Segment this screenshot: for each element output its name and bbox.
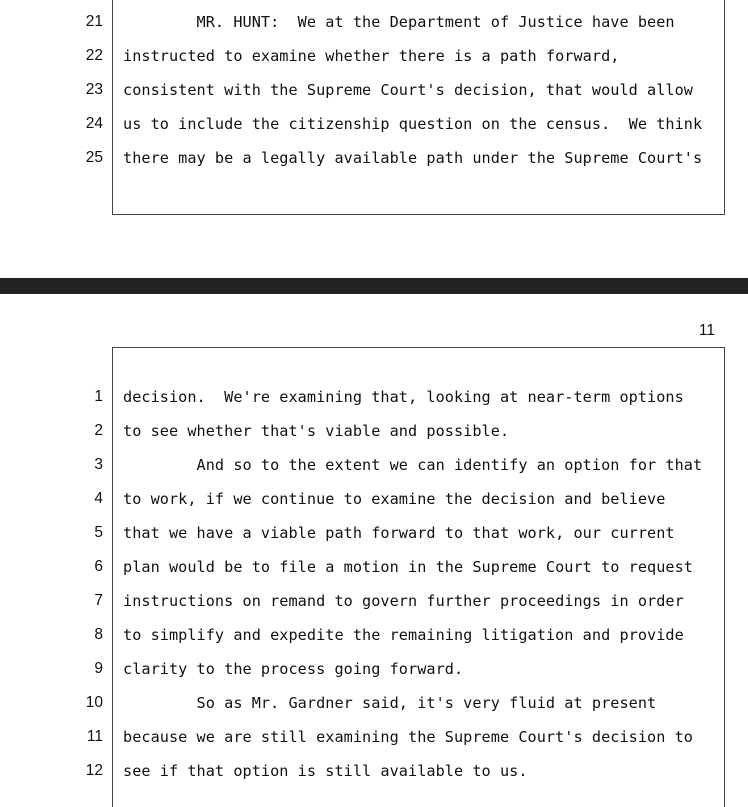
page-divider (0, 278, 748, 294)
transcript-line: to see whether that's viable and possible. (123, 422, 510, 440)
transcript-line: MR. HUNT: We at the Department of Justice have been (123, 13, 675, 31)
line-number: 11 (86, 728, 103, 745)
line-number: 8 (94, 626, 103, 643)
transcript-line: instructed to examine whether there is a path forward, (123, 47, 620, 65)
transcript-line: us to include the citizenship question on the census. We think (123, 115, 703, 133)
transcript-line: decision. We're examining that, looking at near-term options (123, 388, 684, 406)
page-number: 11 (698, 322, 715, 339)
line-number: 23 (85, 81, 103, 98)
transcript-text-frame (112, 0, 725, 215)
line-number: 9 (94, 660, 103, 677)
transcript-line: because we are still examining the Supreme Court's decision to (123, 728, 694, 746)
line-number: 5 (94, 524, 103, 541)
transcript-line: that we have a viable path forward to that work, our current (123, 524, 675, 542)
transcript-line: So as Mr. Gardner said, it's very fluid at present (123, 694, 657, 712)
transcript-page-bottom (0, 294, 748, 792)
transcript-line: And so to the extent we can identify an option for that (123, 456, 703, 474)
line-number: 24 (85, 115, 103, 132)
transcript-page-top (0, 0, 748, 278)
line-number: 7 (94, 592, 103, 609)
transcript-line: see if that option is still available to us. (123, 762, 528, 780)
line-number: 25 (85, 149, 103, 166)
transcript-line: to work, if we continue to examine the decision and believe (123, 490, 666, 508)
line-number: 12 (85, 762, 103, 779)
transcript-line: clarity to the process going forward. (123, 660, 464, 678)
line-number: 3 (94, 456, 103, 473)
line-number: 22 (85, 47, 103, 64)
transcript-line: instructions on remand to govern further proceedings in order (123, 592, 684, 610)
line-number: 10 (85, 694, 103, 711)
line-number: 21 (85, 13, 103, 30)
line-number: 6 (94, 558, 103, 575)
line-number: 4 (94, 490, 103, 507)
line-number: 1 (94, 388, 103, 405)
transcript-line: there may be a legally available path under the Supreme Court's (123, 149, 703, 167)
transcript-line: consistent with the Supreme Court's decision, that would allow (123, 81, 694, 99)
line-number: 2 (94, 422, 103, 439)
transcript-line: plan would be to file a motion in the Supreme Court to request (123, 558, 694, 576)
transcript-line: to simplify and expedite the remaining litigation and provide (123, 626, 684, 644)
